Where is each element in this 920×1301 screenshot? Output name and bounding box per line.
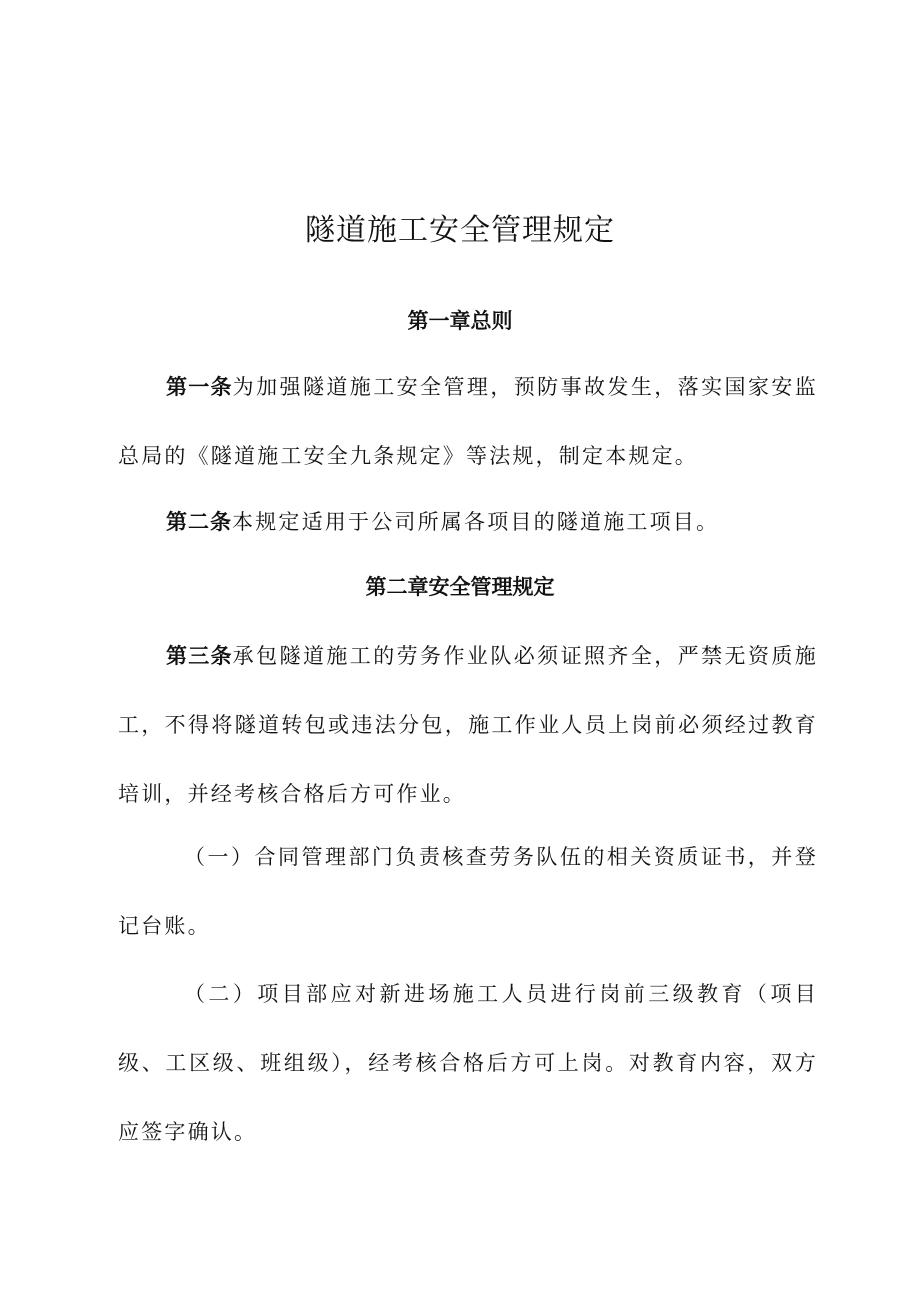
article-paragraph (118, 353, 818, 491)
article-label: 第二条 (166, 510, 232, 534)
article-text: 为加强隧道施工安全管理，预防事故发生，落实国家安监总局的《隧道施工安全九条规定》等法规，制定本规定。 (118, 375, 819, 468)
article-text: 承包隧道施工的劳务作业队必须证照齐全，严禁无资质施工，不得将隧道转包或违法分包，施工作业人员上岗前必须经过教育培训，并经考核合格后方可作业。 (118, 644, 819, 806)
article-text: 本规定适用于公司所属各项目的隧道施工项目。 (232, 510, 720, 534)
list-item: （一）合同管理部门负责核查劳务队伍的相关资质证书，并登记台账。 (118, 845, 818, 938)
document-title: 隧道施工安全管理规定 (305, 213, 615, 248)
article-paragraph (118, 622, 818, 829)
list-item: （二）项目部应对新进场施工人员进行岗前三级教育（项目级、工区级、班组级），经考核合格后方可上岗。对教育内容，双方应签字确认。 (118, 982, 818, 1144)
chapter-heading: 第一章总则 (407, 309, 513, 333)
article-paragraph (118, 488, 818, 557)
article-label: 第一条 (166, 375, 233, 399)
chapter-heading: 第二章安全管理规定 (365, 575, 555, 599)
article-label: 第三条 (166, 644, 233, 668)
